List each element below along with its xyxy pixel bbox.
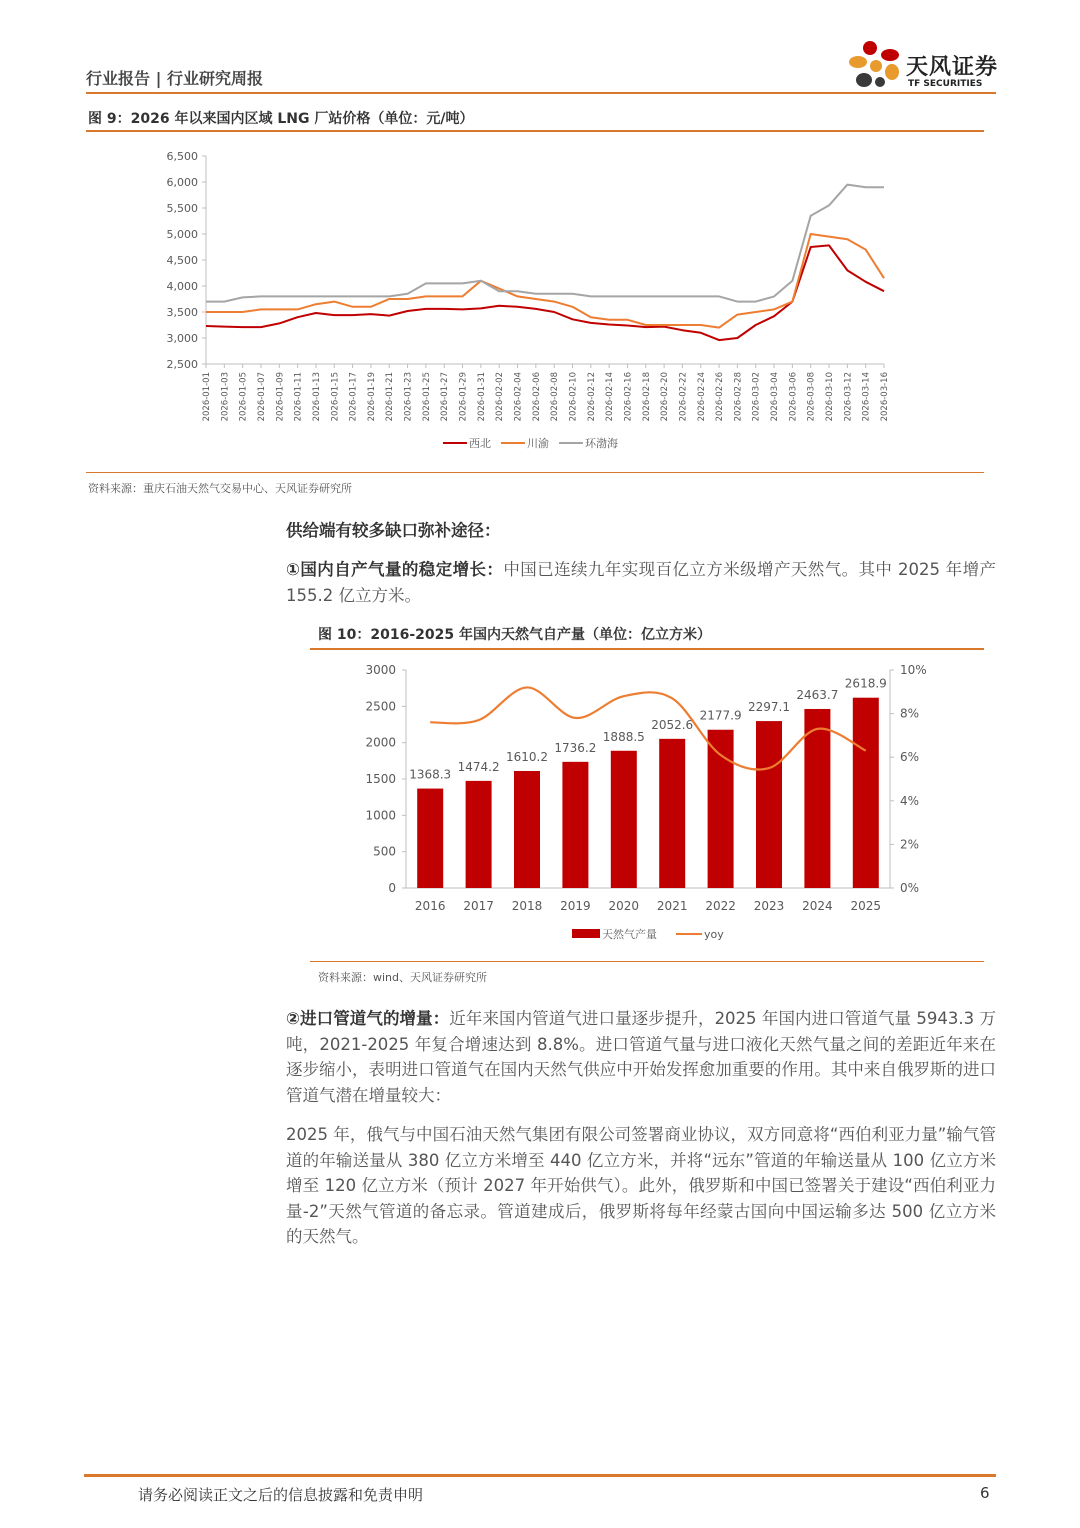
footer-rule [84,1474,996,1477]
x-tick-label: 2026-01-29 [458,372,469,422]
y2-tick-label: 10% [900,663,927,677]
y2-tick-label: 6% [900,750,920,765]
y-tick-label: 5,000 [166,228,198,241]
paragraph-domestic-output-lead: ①国内自产气量的稳定增长： [286,560,504,579]
x-tick-label: 2026-01-15 [330,372,341,422]
x-tick-label: 2021 [656,899,688,913]
y-tick-label: 2,500 [166,358,198,371]
y2-tick-label: 8% [900,706,920,721]
paragraph-domestic-output-text: 中国已连续九年实现百亿立方米级增产天然气。其中 2025 年增产 155.2 亿立方米。 [286,560,996,605]
x-tick-label: 2026-03-12 [843,372,854,422]
x-tick-label: 2026-03-04 [770,372,781,422]
x-tick-label: 2026-01-11 [293,372,304,422]
x-tick-label: 2026-03-02 [751,372,762,422]
x-tick-label: 2025 [850,899,882,913]
bar [514,771,540,888]
bar [853,698,879,888]
y-tick-label: 4,000 [166,280,198,293]
y-tick-label: 3,500 [166,306,198,319]
series-line-西北 [206,245,884,340]
x-tick-label: 2026-02-22 [678,372,689,422]
figure10-top-rule [310,648,984,650]
y-tick-label: 2000 [365,735,396,750]
legend-label-bar: 天然气产量 [602,928,657,941]
x-tick-label: 2026-02-06 [531,372,542,422]
figure10-source: 资料来源：wind、天风证券研究所 [318,971,488,984]
footer-disclaimer: 请务必阅读正文之后的信息披露和免责申明 [138,1486,424,1504]
brand-name-en: TF SECURITIES [908,79,983,89]
header-rule [86,92,996,94]
bar-value-label: 1736.2 [554,740,597,755]
legend-label: 川渝 [527,437,549,450]
x-tick-label: 2026-03-14 [861,372,872,422]
x-tick-label: 2026-02-12 [586,371,597,422]
x-tick-label: 2026-02-24 [696,372,707,422]
y-tick-label: 6,000 [166,176,198,189]
x-tick-label: 2026-02-02 [495,372,506,422]
y-tick-label: 3000 [365,663,396,677]
bar-value-label: 1610.2 [506,749,548,764]
x-tick-label: 2026-03-10 [825,372,836,422]
x-tick-label: 2026-01-27 [440,372,451,422]
x-tick-label: 2026-01-13 [311,372,322,422]
x-tick-label: 2026-01-01 [202,372,212,422]
tf-logo-icon [848,38,904,92]
legend-swatch-bar [572,929,600,938]
x-tick-label: 2024 [802,899,833,913]
figure10-title: 图 10：2016-2025 年国内天然气自产量（单位：亿立方米） [318,627,711,643]
paragraph-pipeline-imports-text: 近年来国内管道气进口量逐步提升，2025 年国内进口管道气量 5943.3 万吨，2021-2025 年复合增速达到 8.8%。进口管道气量与进口液化天然气量之间的差距近年来在逐步缩小，表明进口管道气在国内天然气供应中开始发挥愈加重要的作用。其中来自俄罗斯的进口管道气潜在增量较大： [286,1009,996,1105]
series-line-川渝 [206,234,884,328]
bar-value-label: 2297.1 [748,700,790,715]
bar [659,739,685,888]
paragraph-pipeline-imports-lead: ②进口管道气的增量： [286,1009,450,1028]
series-line-环渤海 [206,185,884,302]
bar [756,721,782,888]
legend-label: 西北 [469,437,491,450]
bar [611,751,637,888]
y-tick-label: 500 [373,844,396,859]
bar [804,709,830,888]
bar-value-label: 2052.6 [651,717,694,732]
x-tick-label: 2026-02-28 [733,372,744,422]
x-tick-label: 2016 [414,899,446,913]
y-tick-label: 6,500 [166,150,198,163]
figure10-bar-chart [310,652,984,960]
x-tick-label: 2017 [463,899,494,913]
x-tick-label: 2026-03-16 [880,372,890,422]
legend-label: 环渤海 [585,437,618,450]
bar-value-label: 2618.9 [844,676,887,691]
x-tick-label: 2026-02-20 [660,372,671,422]
bar [417,789,443,888]
x-tick-label: 2026-03-08 [806,372,817,422]
x-tick-label: 2026-02-04 [513,372,524,422]
bar-value-label: 2463.7 [796,687,839,702]
x-tick-label: 2026-01-09 [275,372,286,422]
y-tick-label: 1500 [365,772,396,786]
brand-name: 天风证券 [906,55,999,80]
header-breadcrumb: 行业报告 | 行业研究周报 [86,69,263,88]
x-tick-label: 2026-01-23 [403,372,414,422]
x-tick-label: 2026-02-16 [623,372,634,422]
page-number: 6 [980,1484,990,1502]
x-tick-label: 2026-01-05 [238,372,249,422]
bar [466,781,492,888]
x-tick-label: 2018 [511,899,543,913]
paragraph-domestic-output [286,557,996,608]
x-tick-label: 2026-01-31 [476,372,487,422]
x-tick-label: 2026-02-26 [715,372,726,422]
y2-tick-label: 4% [900,793,920,808]
y-tick-label: 0 [388,881,396,895]
bar-value-label: 1368.3 [409,767,452,782]
bar-value-label: 1474.2 [457,759,500,774]
x-tick-label: 2020 [608,899,640,913]
x-tick-label: 2026-01-25 [421,372,432,422]
figure9-title: 图 9：2026 年以来国内区域 LNG 厂站价格（单位：元/吨） [88,111,474,127]
x-tick-label: 2026-03-06 [788,372,799,422]
x-tick-label: 2022 [705,899,736,913]
x-tick-label: 2026-01-03 [220,372,231,422]
bar-value-label: 1888.5 [602,729,645,744]
x-tick-label: 2026-02-10 [568,371,579,422]
y-tick-label: 5,500 [166,202,198,215]
y-tick-label: 2500 [365,699,396,714]
figure10-bottom-rule [310,961,984,962]
section-heading: 供给端有较多缺口弥补途径： [286,521,501,540]
y-tick-label: 1000 [365,808,396,823]
x-tick-label: 2026-02-08 [550,372,561,422]
figure9-top-rule [86,130,984,132]
y2-tick-label: 0% [900,881,920,895]
bar [708,730,734,888]
paragraph-russia-pipeline: 2025 年，俄气与中国石油天然气集团有限公司签署商业协议，双方同意将“西伯利亚力量”输气管道的年输送量从 380 亿立方米增至 440 亿立方米，并将“远东”管道的年输送量从 100 亿立方米增至 120 亿立方米（预计 2027 年开始供气）。此外，俄罗斯和中国已签署关于建设“西伯利亚力量-2”天然气管道的备忘录。管道建成后，俄罗斯将每年经蒙古国向中国运输多达 500 亿立方米的天然气。 [286,1125,996,1246]
legend-label-line: yoy [704,928,724,941]
bar [562,762,588,888]
x-tick-label: 2023 [753,899,785,913]
paragraph-pipeline-imports [286,1006,996,1108]
bar-value-label: 2177.9 [699,708,742,723]
x-tick-label: 2026-01-21 [385,372,396,422]
y-tick-label: 4,500 [166,254,198,267]
x-tick-label: 2026-01-19 [366,372,377,422]
figure9-line-chart [86,134,984,472]
figure9-source: 资料来源：重庆石油天然气交易中心、天风证券研究所 [88,482,352,495]
x-tick-label: 2019 [560,899,591,913]
x-tick-label: 2026-02-14 [605,372,616,422]
x-tick-label: 2026-01-17 [348,372,359,422]
figure9-bottom-rule [86,472,984,473]
x-tick-label: 2026-01-07 [256,372,267,422]
y2-tick-label: 2% [900,837,920,852]
y-tick-label: 3,000 [166,332,198,345]
x-tick-label: 2026-02-18 [641,372,652,422]
